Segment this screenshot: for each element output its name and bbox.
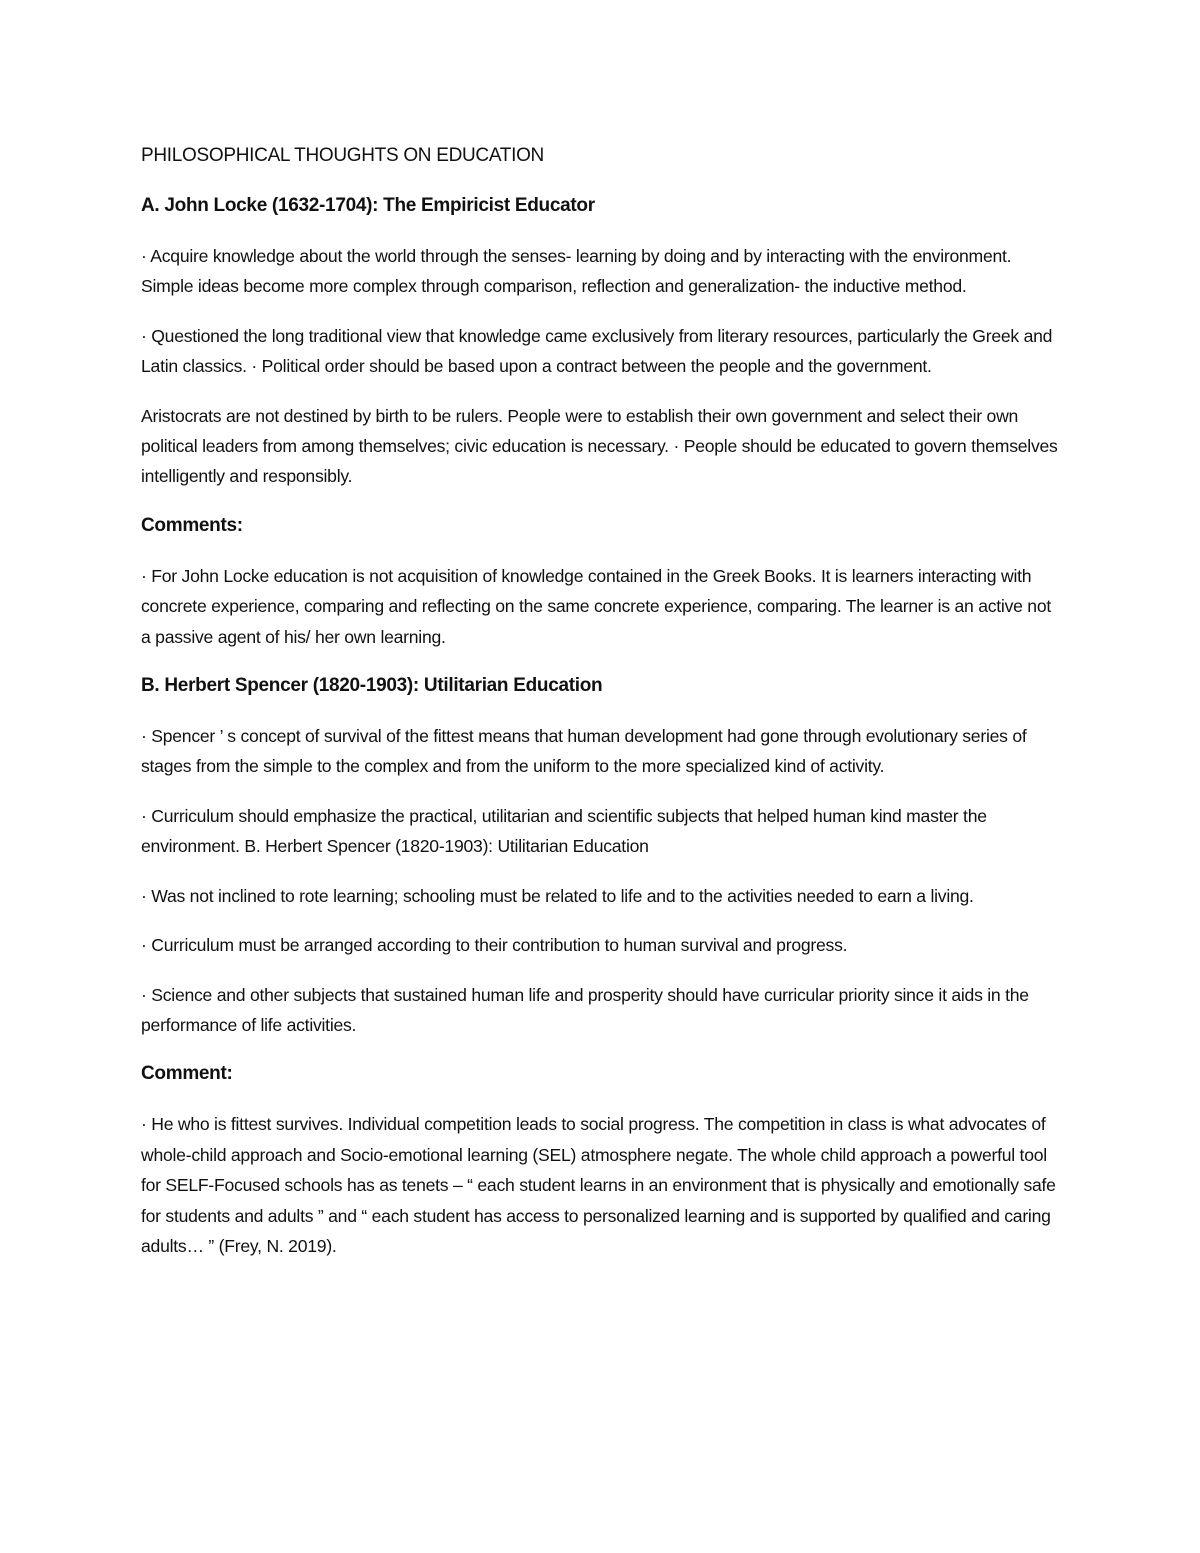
section-a-heading: A. John Locke (1632-1704): The Empiricist Educator — [141, 195, 595, 216]
section-a-comments-heading: Comments: — [141, 514, 243, 536]
document-page — [141, 140, 1061, 1261]
section-b-paragraph-3: · Was not inclined to rote learning; schooling must be related to life and to the activities needed to earn a living. — [141, 885, 974, 906]
section-b-paragraph-2: · Curriculum should emphasize the practical, utilitarian and scientific subjects that helped human kind master the environment. B. Herbert Spencer (1820-1903): Utilitarian Education — [141, 805, 987, 857]
section-a-paragraph-3: Aristocrats are not destined by birth to be rulers. People were to establish their own government and select their own political leaders from among themselves; civic education is necessary. · People should be educated to govern themselves intelligently and responsibly. — [141, 405, 1058, 487]
section-b-paragraph-5: · Science and other subjects that sustained human life and prosperity should have curricular priority since it aids in the performance of life activities. — [141, 984, 1029, 1035]
section-b-paragraph-1: · Spencer ’ s concept of survival of the fittest means that human development had gone through evolutionary series of stages from the simple to the complex and from the uniform to the more specialized kind of activity. — [141, 726, 1027, 777]
section-b-paragraph-4: · Curriculum must be arranged according to their contribution to human survival and progress. — [141, 935, 848, 956]
section-b-comment-heading: Comment: — [141, 1063, 233, 1085]
section-a-comment-1: · For John Locke education is not acquisition of knowledge contained in the Greek Books. It is learners interacting with concrete experience, comparing and reflecting on the same concrete experience, comparing. The learner is an active not a passive agent of his/ her own learning. — [141, 565, 1052, 647]
document-title: PHILOSOPHICAL THOUGHTS ON EDUCATION — [141, 145, 544, 166]
section-a-paragraph-2: · Questioned the long traditional view that knowledge came exclusively from literary resources, particularly the Greek and Latin classics. · Political order should be based upon a contract between the people and the government. — [141, 325, 1053, 377]
section-a-paragraph-1: · Acquire knowledge about the world through the senses- learning by doing and by interacting with the environment. Simple ideas become more complex through comparison, reflection and generalization- the inductive method. — [141, 246, 1012, 297]
section-b-comment-1: · He who is fittest survives. Individual competition leads to social progress. The competition in class is what advocates of whole-child approach and Socio-emotional learning (SEL) atmosphere negate. The whole child approach a powerful tool for SELF-Focused schools has as tenets – “ each student learns in an environment that is physically and emotionally safe for students and adults ” and “ each student has access to personalized learning and is supported by qualified and caring adults… ” (Frey, N. 2019). — [141, 1114, 1056, 1256]
section-b-heading: B. Herbert Spencer (1820-1903): Utilitarian Education — [141, 675, 603, 697]
